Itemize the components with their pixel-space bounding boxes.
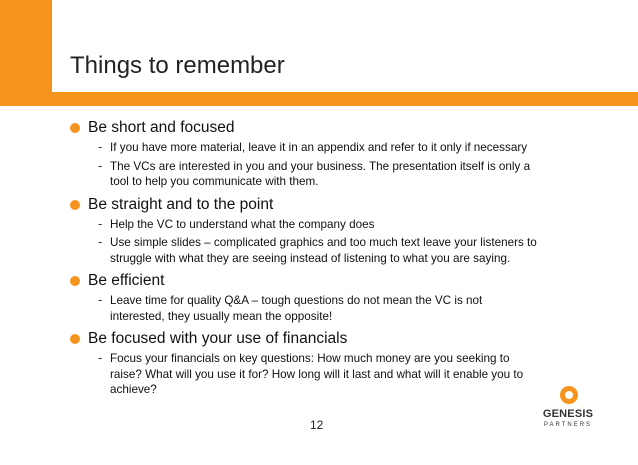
- bullet-list: [0, 118, 638, 398]
- sub-bullet-text: Leave time for quality Q&A – tough questions do not mean the VC is not interested, they usually mean the opposite!: [110, 294, 483, 323]
- sub-bullet: [98, 234, 638, 266]
- sub-bullet: [98, 215, 638, 233]
- bullet-dot-icon: [70, 334, 80, 344]
- sub-bullet: [98, 139, 638, 156]
- dash-icon: -: [98, 234, 103, 249]
- logo-subtitle: PARTNERS: [543, 422, 593, 428]
- bullet-text: Be focused with your use of financials: [88, 330, 348, 347]
- dash-icon: -: [98, 215, 103, 231]
- bullet-item: [70, 271, 638, 290]
- sub-bullet-text: If you have more material, leave it in an appendix and refer to it only if necessary: [110, 141, 528, 154]
- dash-icon: -: [98, 157, 103, 173]
- slide-title: Things to remember: [70, 52, 285, 79]
- sub-bullet-text: Help the VC to understand what the company does: [110, 217, 375, 231]
- bullet-item: [70, 329, 638, 348]
- page-number: 12: [310, 418, 324, 432]
- bullet-dot-icon: [70, 200, 80, 210]
- genesis-logo: [538, 386, 598, 436]
- sub-bullet-text: Focus your financials on key questions: How much money are you seeking to raise? What will you use it for? How long will it last and what will it enable you to achieve?: [110, 352, 524, 396]
- ring-logo-icon: [560, 386, 578, 404]
- bullet-item: [70, 118, 638, 137]
- bullet-text: Be efficient: [88, 272, 165, 289]
- dash-icon: -: [98, 292, 103, 307]
- bullet-dot-icon: [70, 123, 80, 133]
- dash-icon: -: [98, 139, 103, 154]
- bullet-item: [70, 195, 638, 214]
- bullet-text: Be short and focused: [88, 119, 235, 136]
- dash-icon: -: [98, 350, 103, 365]
- sub-bullet: [98, 292, 638, 324]
- bullet-dot-icon: [70, 276, 80, 286]
- sub-bullet: [98, 157, 638, 190]
- logo-name: GENESIS: [542, 408, 594, 420]
- sub-bullet-text: Use simple slides – complicated graphics and too much text leave your listeners to struggle with what they are seeing instead of listening to what you are saying.: [110, 236, 537, 265]
- bullet-text: Be straight and to the point: [88, 195, 274, 213]
- sub-bullet-text: The VCs are interested in you and your business. The presentation itself is only a tool to help you communicate with them.: [110, 159, 531, 188]
